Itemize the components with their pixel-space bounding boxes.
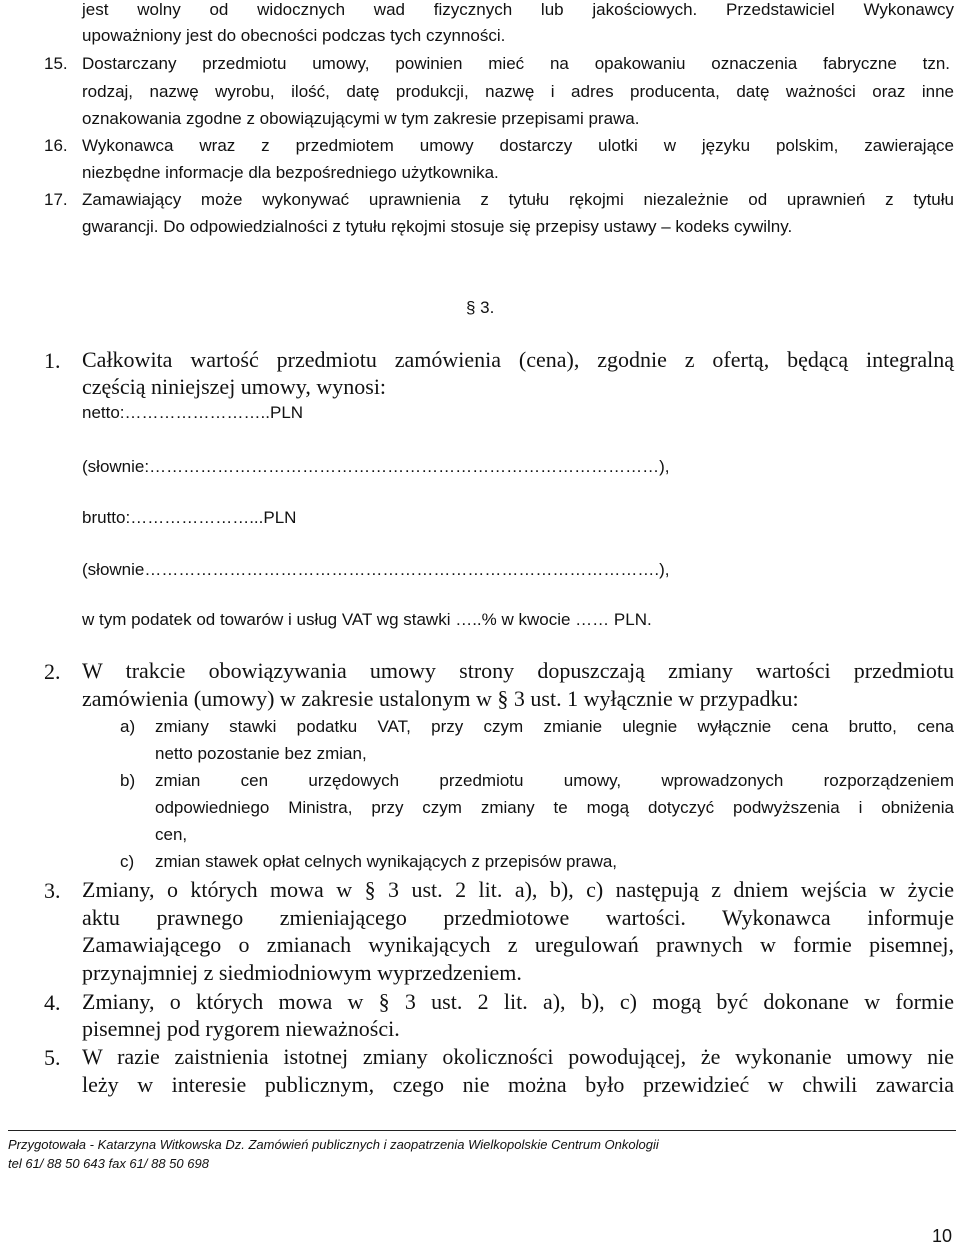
paragraph-3-text: Zmiany, o których mowa w § 3 ust. 2 lit. a), b), c) następują z dniem wejścia w życie <box>82 877 954 902</box>
section-heading: § 3. <box>466 298 495 317</box>
continued-text-line: jest wolny od widocznych wad fizycznych lub jakościowych. Przedstawiciel Wykonawcy <box>82 0 954 19</box>
item-number: 15. <box>44 54 68 73</box>
item-16-text: Wykonawca wraz z przedmiotem umowy dostarczy ulotki w języku polskim, zawierające <box>82 136 954 155</box>
footer-contact: tel 61/ 88 50 643 fax 61/ 88 50 698 <box>8 1156 209 1171</box>
slownie-field: (słownie……………………………………………………………………………….), <box>82 560 670 579</box>
item-15-text: rodzaj, nazwę wyrobu, ilość, datę produkcji, nazwę i adres producenta, datę ważności oraz inne <box>82 82 954 101</box>
paragraph-1-text: częścią niniejszej umowy, wynosi: <box>82 374 387 399</box>
list-item-text: odpowiedniego Ministra, przy czym zmiany te mogą dotyczyć podwyższenia i obniżenia <box>155 798 954 817</box>
paragraph-1-text: Całkowita wartość przedmiotu zamówienia (cena), zgodnie z ofertą, będącą integralną <box>82 347 954 372</box>
list-label: c) <box>120 852 135 871</box>
paragraph-2-text: W trakcie obowiązywania umowy strony dopuszczają zmiany wartości przedmiotu <box>82 658 954 683</box>
brutto-field: brutto:…………………...PLN <box>82 508 297 527</box>
paragraph-4-text: Zmiany, o których mowa w § 3 ust. 2 lit. a), b), c) mogą być dokonane w formie <box>82 989 954 1014</box>
paragraph-2-text: zamówienia (umowy) w zakresie ustalonym w § 3 ust. 1 wyłącznie w przypadku: <box>82 686 799 711</box>
paragraph-number: 4. <box>44 990 61 1015</box>
paragraph-4-text: pisemnej pod rygorem nieważności. <box>82 1016 400 1041</box>
item-16-text: niezbędne informacje dla bezpośredniego użytkownika. <box>82 163 499 182</box>
vat-line: w tym podatek od towarów i usług VAT wg stawki …..% w kwocie …… PLN. <box>82 610 652 629</box>
paragraph-number: 5. <box>44 1045 61 1070</box>
item-17-text: Zamawiający może wykonywać uprawnienia z tytułu rękojmi niezależnie od uprawnień z tytułu <box>82 190 954 209</box>
list-item-text: netto pozostanie bez zmian, <box>155 744 367 763</box>
continued-text-line: upoważniony jest do obecności podczas tych czynności. <box>82 26 506 45</box>
paragraph-5-text: leży w interesie publicznym, czego nie można było przewidzieć w chwili zawarcia <box>82 1072 954 1097</box>
page-number: 10 <box>931 1226 952 1246</box>
item-17-text: gwarancji. Do odpowiedzialności z tytułu rękojmi stosuje się przepisy ustawy – kodeks cywilny. <box>82 217 793 236</box>
list-label: b) <box>120 771 136 790</box>
paragraph-3-text: aktu prawnego zmieniającego przedmiotowe wartości. Wykonawca informuje <box>82 905 954 930</box>
paragraph-5-text: W razie zaistnienia istotnej zmiany okoliczności powodującej, że wykonanie umowy nie <box>82 1044 954 1069</box>
paragraph-3-text: Zamawiającego o zmianach wynikających z uregulowań prawnych w formie pisemnej, <box>82 932 954 957</box>
item-15-text: Dostarczany przedmiotu umowy, powinien mieć na opakowaniu oznaczenia fabryczne tzn. <box>82 54 950 73</box>
list-item-text: zmian stawek opłat celnych wynikających z przepisów prawa, <box>155 852 618 871</box>
netto-field: netto:……………………..PLN <box>82 403 304 422</box>
item-number: 17. <box>44 190 68 209</box>
footer-rule <box>8 1130 956 1131</box>
list-label: a) <box>120 717 136 736</box>
item-15-text: oznakowania zgodne z obowiązującymi w tym zakresie przepisami prawa. <box>82 109 640 128</box>
slownie-field: (słownie:………………………………………………………………………………), <box>82 457 670 476</box>
item-number: 16. <box>44 136 68 155</box>
paragraph-3-text: przynajmniej z siedmiodniowym wyprzedzeniem. <box>82 960 522 985</box>
paragraph-number: 1. <box>44 348 61 373</box>
footer-author: Przygotowała - Katarzyna Witkowska Dz. Zamówień publicznych i zaopatrzenia Wielkopolskie Centrum Onkologii <box>8 1137 659 1152</box>
paragraph-number: 3. <box>44 878 61 903</box>
list-item-text: zmian cen urzędowych przedmiotu umowy, wprowadzonych rozporządzeniem <box>155 771 954 790</box>
list-item-text: zmiany stawki podatku VAT, przy czym zmianie ulegnie wyłącznie cena brutto, cena <box>155 717 954 736</box>
list-item-text: cen, <box>155 825 188 844</box>
paragraph-number: 2. <box>44 659 61 684</box>
